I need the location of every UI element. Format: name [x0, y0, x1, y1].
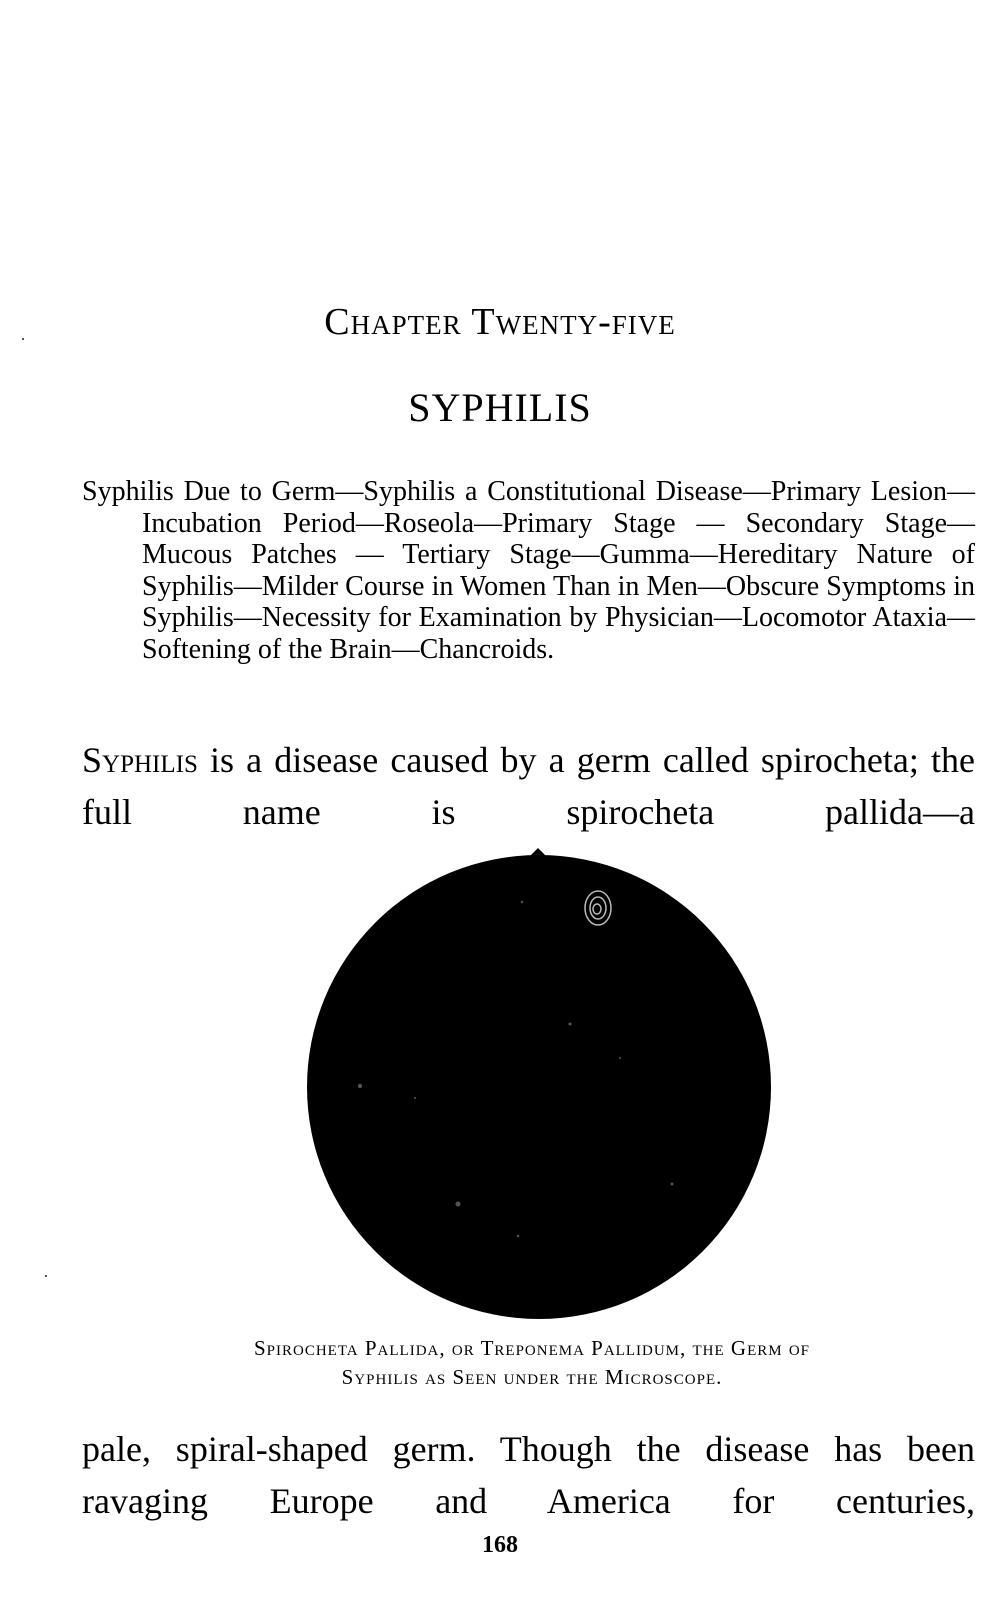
paragraph-1-text: is a disease caused by a germ called spirocheta; the full name is spirocheta pallida—a	[82, 740, 975, 832]
chapter-heading: Chapter Twenty-five	[324, 301, 676, 343]
margin-speck	[45, 1275, 47, 1277]
field-tab	[530, 848, 546, 856]
page-number: 168	[482, 1532, 518, 1558]
chapter-title: SYPHILIS	[408, 385, 592, 430]
body-paragraph-1	[82, 734, 975, 838]
microscope-image	[300, 848, 778, 1322]
caption-line-2: Syphilis as Seen under the Microscope.	[341, 1365, 723, 1389]
microscope-figure	[300, 848, 778, 1322]
figure-caption	[92, 1334, 972, 1392]
margin-speck	[22, 338, 24, 340]
microscope-field	[307, 855, 771, 1319]
chapter-synopsis: Syphilis Due to Germ—Syphilis a Constitutional Disease—Primary Lesion—Incubation Period—Roseola—Primary Stage — Secondary Stage— Mucous Patches — Tertiary Stage—Gumma—Hereditary Nature of Syphilis—Milder Course in Women Than in Men—Obscure Symptoms in Syphilis—Necessity for Examination by Physician—Locomotor Ataxia—Softening of the Brain—Chancroids.	[82, 476, 975, 665]
paragraph-lead-word: Syphilis	[82, 740, 198, 780]
caption-line-1: Spirocheta Pallida, or Treponema Pallidum, the Germ of	[253, 1336, 811, 1360]
body-paragraph-2: pale, spiral-shaped germ. Though the disease has been ravaging Europe and America for centuries,	[82, 1429, 975, 1521]
